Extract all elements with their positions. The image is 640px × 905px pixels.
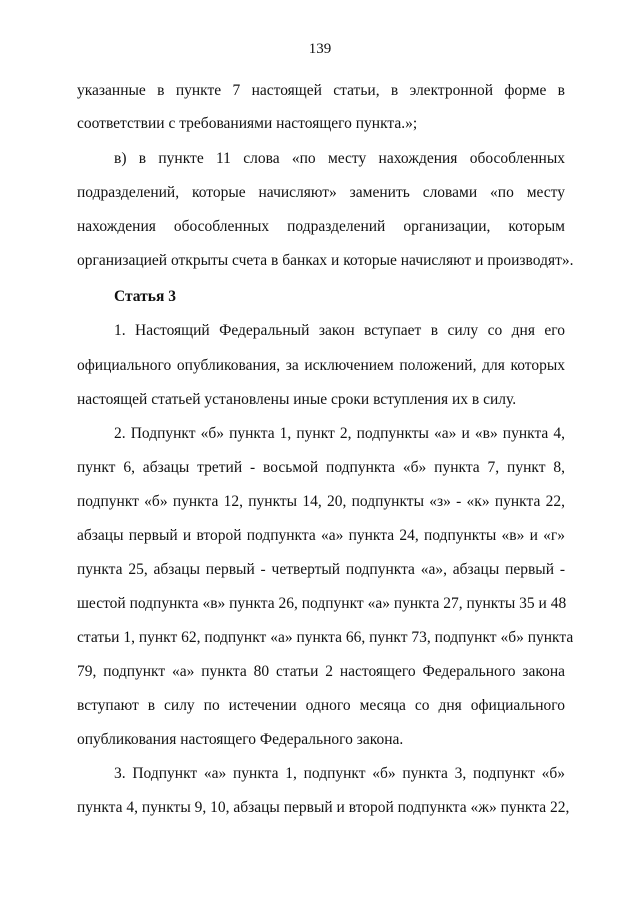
- text-line-3: в) в пункте 11 слова «по месту нахождения обособленных: [114, 150, 565, 167]
- text-line-15: пункта 25, абзацы первый - четвертый подпункта «а», абзацы первый -: [77, 561, 565, 578]
- text-line-20: опубликования настоящего Федерального закона.: [77, 731, 404, 748]
- text-line-22: пункта 4, пункты 9, 10, абзацы первый и второй подпункта «ж» пункта 22,: [77, 799, 570, 816]
- text-line-5: нахождения обособленных подразделений организации, которым: [77, 218, 565, 235]
- text-line-19: вступают в силу по истечении одного месяца со дня официального: [77, 697, 565, 714]
- text-line-2: соответствии с требованиями настоящего пункта.»;: [77, 115, 418, 132]
- article-heading: Статья 3: [114, 288, 176, 305]
- text-line-17: статьи 1, пункт 62, подпункт «а» пункта 66, пункт 73, подпункт «б» пункта: [77, 629, 574, 646]
- text-line-21: 3. Подпункт «а» пункта 1, подпункт «б» пункта 3, подпункт «б»: [114, 765, 565, 782]
- text-line-11: 2. Подпункт «б» пункта 1, пункт 2, подпункты «а» и «в» пункта 4,: [114, 425, 565, 442]
- text-line-18: 79, подпункт «а» пункта 80 статьи 2 настоящего Федерального закона: [77, 663, 565, 680]
- text-line-9: официального опубликования, за исключением положений, для которых: [77, 357, 565, 374]
- text-line-1: указанные в пункте 7 настоящей статьи, в электронной форме в: [77, 82, 565, 99]
- text-line-8: 1. Настоящий Федеральный закон вступает в силу со дня его: [114, 322, 565, 339]
- text-line-10: настоящей статьей установлены иные сроки вступления их в силу.: [77, 391, 517, 408]
- page-number: 139: [308, 41, 332, 57]
- text-line-14: абзацы первый и второй подпункта «а» пункта 24, подпункты «в» и «г»: [77, 527, 565, 544]
- text-line-13: подпункт «б» пункта 12, пункты 14, 20, подпункты «з» - «к» пункта 22,: [77, 493, 565, 510]
- text-line-4: подразделений, которые начисляют» заменить словами «по месту: [77, 184, 565, 201]
- text-line-12: пункт 6, абзацы третий - восьмой подпункта «б» пункта 7, пункт 8,: [77, 459, 565, 476]
- text-line-16: шестой подпункта «в» пункта 26, подпункт «а» пункта 27, пункты 35 и 48: [77, 595, 567, 612]
- text-line-6: организацией открыты счета в банках и которые начисляют и производят».: [77, 252, 574, 269]
